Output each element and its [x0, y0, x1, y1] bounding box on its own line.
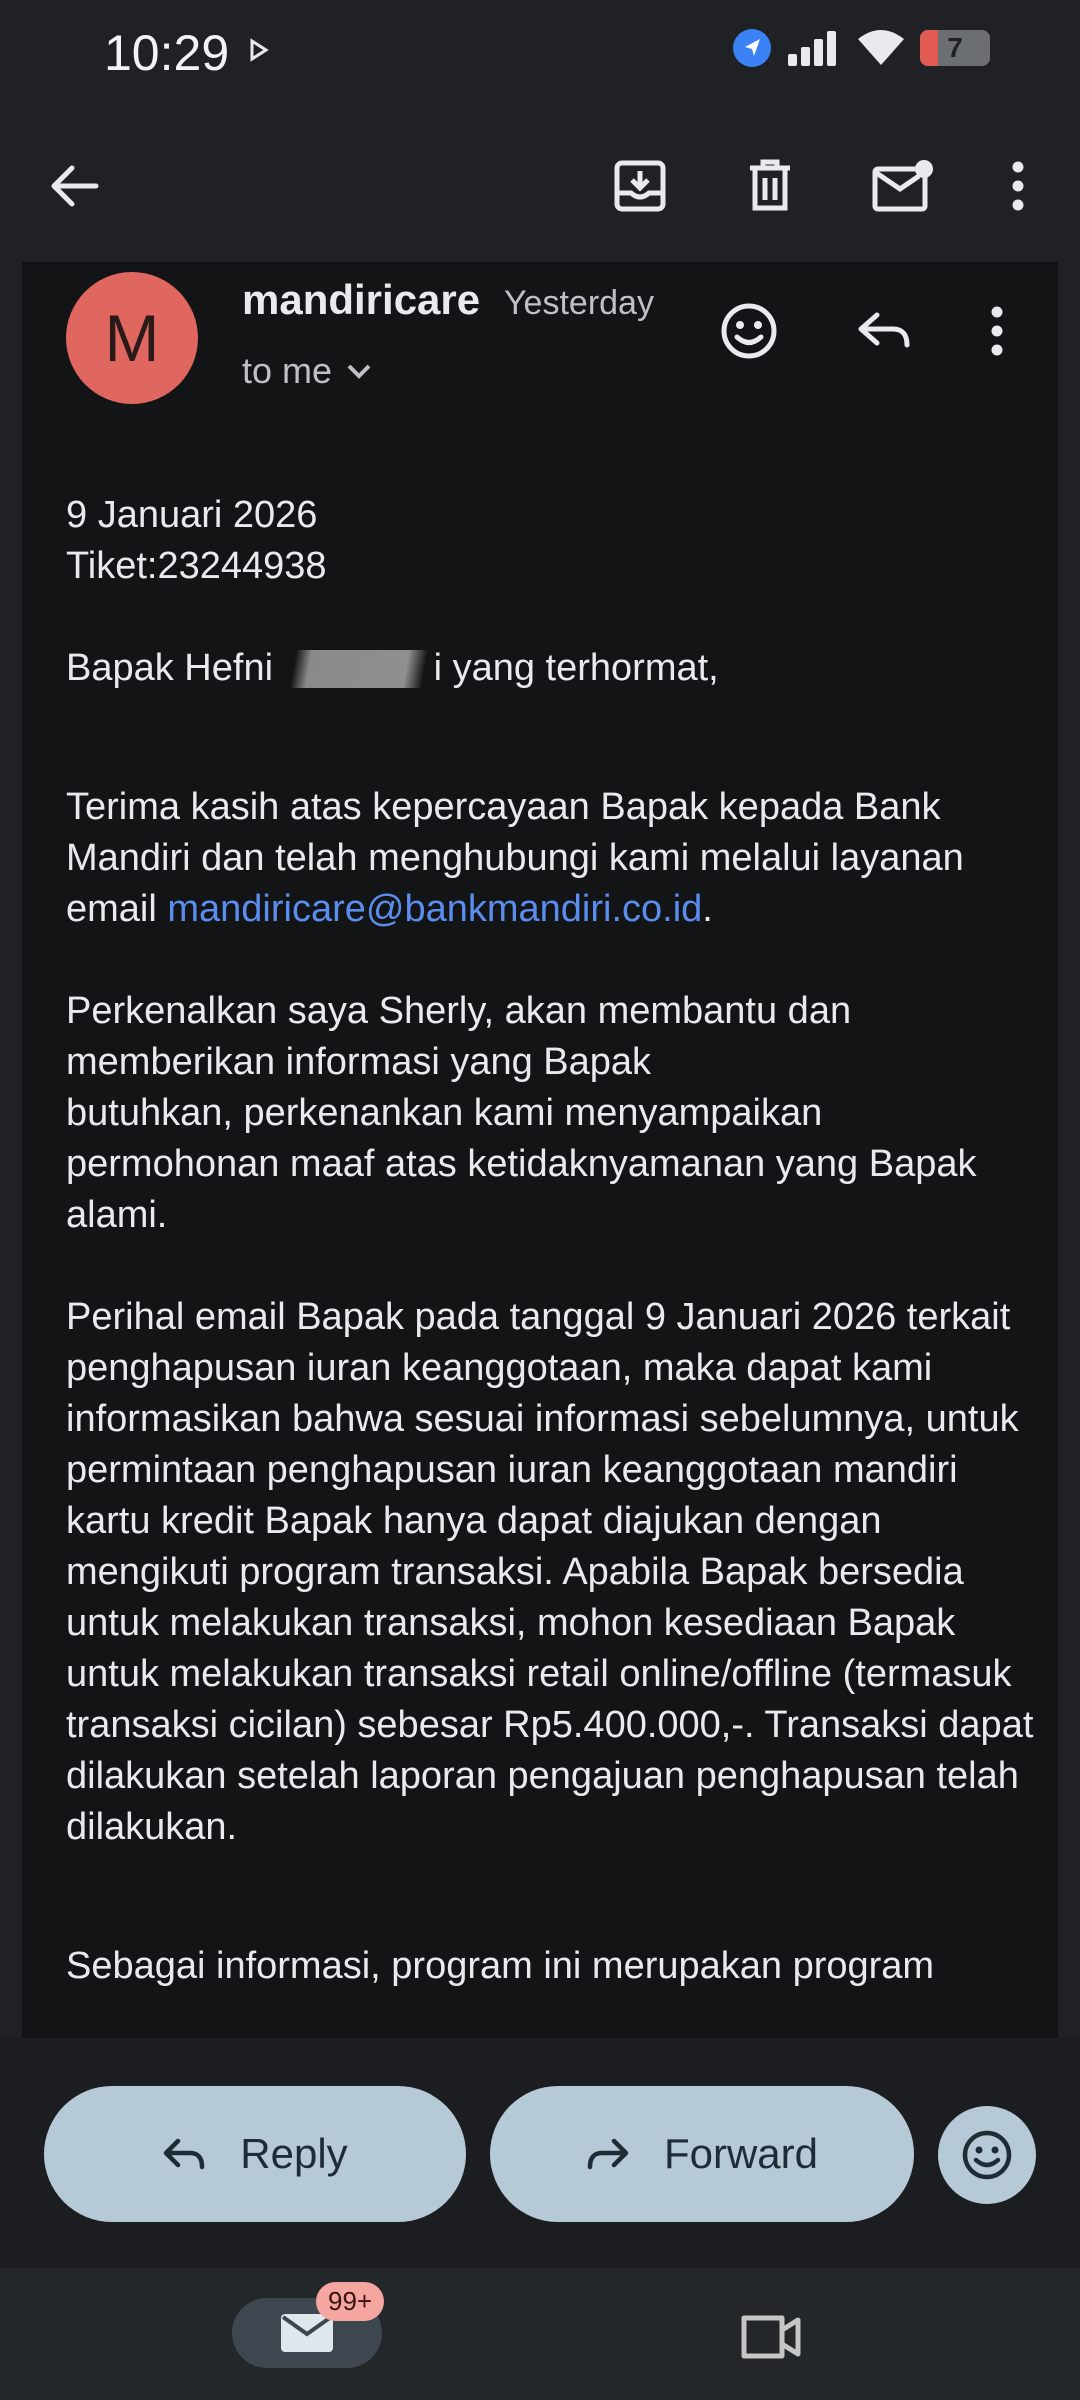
- email-link[interactable]: mandiricare@bankmandiri.co.id: [167, 888, 703, 930]
- bottom-navigation: [0, 2268, 1080, 2400]
- video-icon[interactable]: [736, 2304, 804, 2364]
- paragraph-details: Perihal email Bapak pada tanggal 9 Januari 2026 terkait penghapusan iuran keanggotaan, maka dapat kami informasikan bahwa sesuai informasi sebelumnya, untuk permintaan penghapusan iuran keanggotaan mandiri kartu kredit Bapak hanya dapat diajukan dengan mengikuti program transaksi. Apabila Bapak bersedia untuk melakukan transaksi, mohon kesediaan Bapak untuk melakukan transaksi retail online/offline (termasuk transaksi cicilan) sebesar Rp5.400.000,-. Transaksi dapat dilakukan setelah laporan pengajuan penghapusan telah dilakukan.: [66, 1296, 1034, 1848]
- reply-label: Reply: [240, 2130, 348, 2177]
- status-icons: [732, 28, 990, 68]
- reply-icon: [162, 2137, 206, 2171]
- recipient-details-toggle[interactable]: [242, 350, 372, 392]
- more-vert-icon: [990, 306, 1004, 356]
- forward-icon: [586, 2137, 630, 2171]
- archive-button[interactable]: [600, 146, 680, 226]
- sender-avatar[interactable]: M: [66, 272, 198, 404]
- delete-button[interactable]: [730, 146, 810, 226]
- location-icon: [732, 28, 772, 68]
- back-button[interactable]: [34, 146, 114, 226]
- greeting: Bapak Hefni i yang terhormat,: [66, 647, 719, 689]
- letter-date: 9 Januari 2026: [66, 494, 318, 536]
- email-toolbar: [0, 110, 1080, 260]
- arrow-back-icon: [48, 162, 100, 210]
- paragraph-intro: Terima kasih atas kepercayaan Bapak kepada Bank Mandiri dan telah menghubungi kami melalui layanan email mandiricare@bankmandiri.co.id.: [66, 786, 964, 930]
- sender-name[interactable]: mandiricare: [242, 276, 481, 323]
- reply-icon: [855, 309, 911, 353]
- reply-icon-button[interactable]: [848, 296, 918, 366]
- paragraph-partial: Sebagai informasi, program ini merupakan program: [66, 1945, 935, 1987]
- email-body: [66, 490, 1046, 1992]
- status-time: 10:29: [104, 25, 230, 81]
- status-bar: [0, 0, 1080, 110]
- mail-badge: 99+: [316, 2282, 384, 2321]
- chevron-down-icon: [346, 363, 372, 379]
- redacted-name: [284, 650, 434, 688]
- trash-icon: [746, 158, 794, 214]
- more-options-button[interactable]: [978, 146, 1058, 226]
- signal-icon: [786, 30, 842, 66]
- battery-indicator: 7: [920, 30, 990, 66]
- reply-action-bar: [0, 2038, 1080, 2268]
- add-reaction-button[interactable]: [714, 296, 784, 366]
- email-content: [22, 262, 1058, 2038]
- message-more-button[interactable]: [962, 296, 1032, 366]
- wifi-icon: [856, 29, 906, 67]
- mark-unread-button[interactable]: [863, 146, 943, 226]
- paragraph-introduction: Perkenalkan saya Sherly, akan membantu dan memberikan informasi yang Bapak butuhkan, perkenankan kami menyampaikan permohonan maaf atas ketidaknyamanan yang Bapak alami.: [66, 990, 977, 1236]
- forward-button[interactable]: [490, 2086, 914, 2222]
- emoji-icon: [961, 2129, 1013, 2181]
- more-vert-icon: [1011, 161, 1025, 211]
- email-date: Yesterday: [504, 284, 654, 322]
- react-emoji-button[interactable]: [938, 2106, 1036, 2204]
- play-indicator-icon: [248, 38, 270, 62]
- recipient-label: to me: [242, 350, 333, 391]
- emoji-icon: [720, 302, 778, 360]
- archive-icon: [613, 159, 667, 213]
- ticket-number: Tiket:23244938: [66, 545, 327, 587]
- mail-unread-icon: [872, 159, 934, 213]
- reply-button[interactable]: [44, 2086, 466, 2222]
- forward-label: Forward: [663, 2130, 819, 2177]
